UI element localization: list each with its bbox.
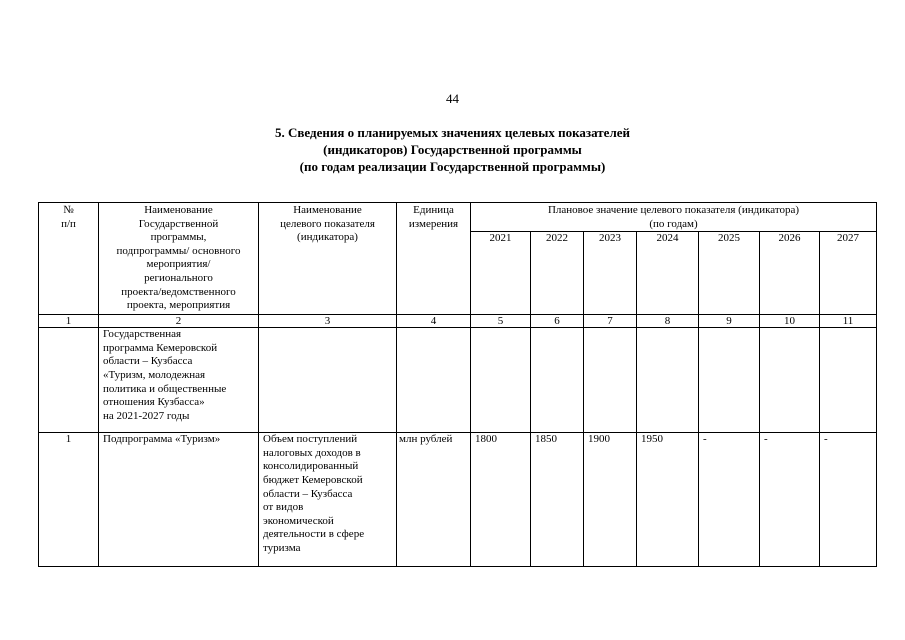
column-number: 11 bbox=[820, 315, 877, 328]
row-number bbox=[39, 328, 99, 433]
table-row bbox=[39, 328, 877, 433]
column-number: 5 bbox=[471, 315, 531, 328]
column-number: 4 bbox=[397, 315, 471, 328]
column-number: 1 bbox=[39, 315, 99, 328]
header-year: 2025 bbox=[699, 232, 760, 315]
row-unit bbox=[397, 328, 471, 433]
column-number: 6 bbox=[531, 315, 584, 328]
row-value bbox=[471, 328, 531, 433]
header-year: 2024 bbox=[637, 232, 699, 315]
row-value bbox=[699, 328, 760, 433]
column-number: 2 bbox=[99, 315, 259, 328]
header-year: 2026 bbox=[760, 232, 820, 315]
table-row bbox=[39, 433, 877, 567]
row-value: 1800 bbox=[471, 433, 531, 567]
row-number: 1 bbox=[39, 433, 99, 567]
column-number: 9 bbox=[699, 315, 760, 328]
row-indicator: Объем поступлений налоговых доходов в консолидированный бюджет Кемеровской области – Кузбасса от видов экономической деятельности в сфере туризма bbox=[259, 433, 397, 567]
header-plan-value: Плановое значение целевого показателя (индикатора) (по годам) bbox=[471, 203, 877, 232]
column-number: 10 bbox=[760, 315, 820, 328]
header-unit: Единица измерения bbox=[397, 203, 471, 315]
row-program-name: Подпрограмма «Туризм» bbox=[99, 433, 259, 567]
header-year: 2022 bbox=[531, 232, 584, 315]
column-number: 7 bbox=[584, 315, 637, 328]
row-value bbox=[637, 328, 699, 433]
header-indicator-name: Наименование целевого показателя (индикатора) bbox=[259, 203, 397, 315]
title-line-1: 5. Сведения о планируемых значениях целевых показателей bbox=[275, 125, 630, 140]
row-value: - bbox=[820, 433, 877, 567]
column-numbers-row bbox=[39, 315, 877, 328]
row-value bbox=[584, 328, 637, 433]
row-program-name: Государственная программа Кемеровской области – Кузбасса «Туризм, молодежная политика и общественные отношения Кузбасса» на 2021-2027 годы bbox=[99, 328, 259, 433]
header-year: 2023 bbox=[584, 232, 637, 315]
header-year: 2021 bbox=[471, 232, 531, 315]
header-program-name: Наименование Государственной программы, подпрограммы/ основного мероприятия/ регионального проекта/ведомственного проекта, мероприятия bbox=[99, 203, 259, 315]
row-value bbox=[531, 328, 584, 433]
page-number: 44 bbox=[446, 91, 459, 106]
column-number: 8 bbox=[637, 315, 699, 328]
header-number: № п/п bbox=[39, 203, 99, 315]
row-value: - bbox=[760, 433, 820, 567]
row-value: 1950 bbox=[637, 433, 699, 567]
row-value bbox=[760, 328, 820, 433]
header-row bbox=[39, 203, 877, 232]
indicators-table bbox=[38, 202, 877, 567]
row-value: - bbox=[699, 433, 760, 567]
row-indicator bbox=[259, 328, 397, 433]
title-line-3: (по годам реализации Государственной программы) bbox=[299, 159, 606, 174]
title-line-2: (индикаторов) Государственной программы bbox=[323, 142, 582, 157]
section-title bbox=[0, 124, 905, 175]
column-number: 3 bbox=[259, 315, 397, 328]
header-year: 2027 bbox=[820, 232, 877, 315]
row-unit: млн рублей bbox=[397, 433, 471, 567]
row-value: 1850 bbox=[531, 433, 584, 567]
row-value bbox=[820, 328, 877, 433]
row-value: 1900 bbox=[584, 433, 637, 567]
